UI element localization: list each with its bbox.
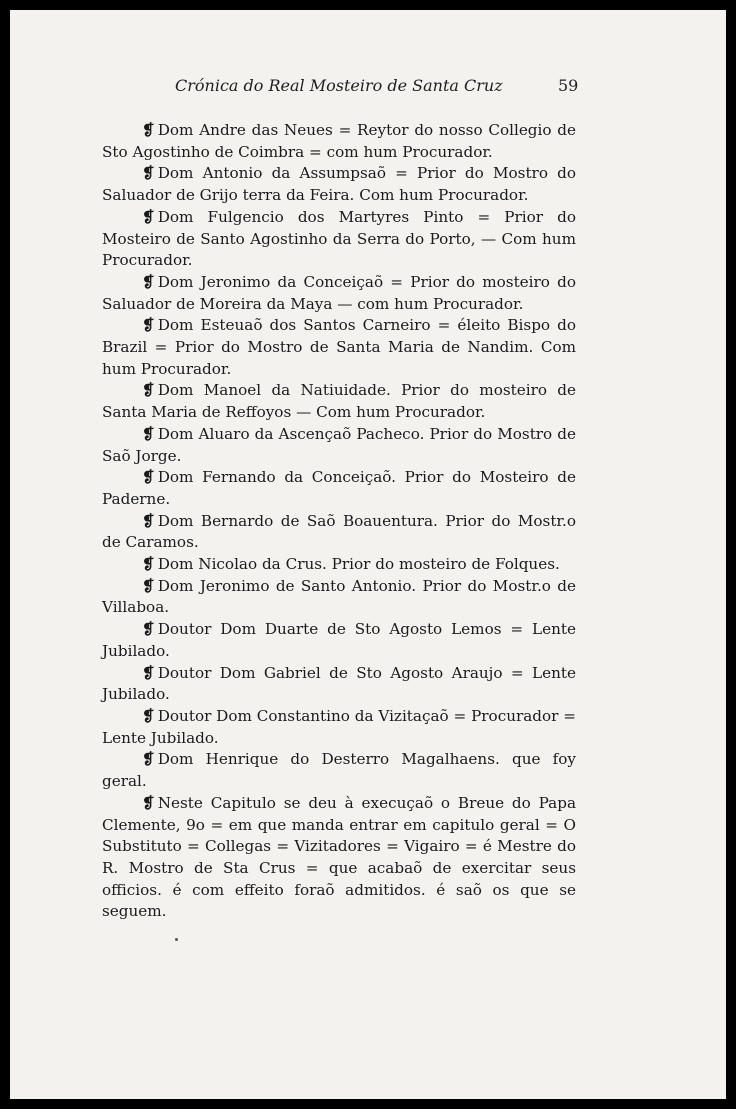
- pilcrow-icon: ❡: [142, 663, 155, 682]
- entry-paragraph: ❡ Doutor Dom Duarte de Sto Agosto Lemos = Lente Jubilado.: [102, 620, 576, 660]
- pilcrow-icon: ❡: [142, 750, 155, 769]
- pilcrow-icon: ❡: [142, 424, 155, 443]
- pilcrow-icon: ❡: [142, 576, 155, 595]
- entry-paragraph: ❡ Dom Jeronimo de Santo Antonio. Prior do Mostr.o de Villaboa.: [102, 576, 576, 617]
- closing-paragraph: ❡ Neste Capitulo se deu à execuçaõ o Breue do Papa Clemente, 9o = em que manda entrar em capitulo geral = O Substituto = Collegas = Vizitadores = Vigairo = é Mestre do R. Mostro de Sta Crus = que acabaõ de exercitar seus officios. é com effeito foraõ admitidos. é saõ os que se seguem.: [102, 793, 576, 921]
- pilcrow-icon: ❡: [142, 207, 155, 226]
- entry-paragraph: ❡ Dom Fernando da Conceiçaõ. Prior do Mosteiro de Paderne.: [102, 468, 576, 508]
- running-title: Crónica do Real Mosteiro de Santa Cruz: [175, 76, 503, 95]
- pilcrow-icon: ❡: [142, 316, 155, 335]
- running-header: [10, 76, 726, 100]
- pilcrow-icon: ❡: [142, 706, 155, 725]
- pilcrow-icon: ❡: [142, 272, 155, 291]
- entry-paragraph: ❡ Dom Fulgencio dos Martyres Pinto = Prior do Mosteiro de Santo Agostinho da Serra do Porto, — Com hum Procurador.: [102, 207, 576, 270]
- pilcrow-icon: ❡: [142, 620, 155, 639]
- entry-paragraph: ❡ Dom Esteuaõ dos Santos Carneiro = éleito Bispo do Brazil = Prior do Mostro de Santa Maria de Nandim. Com hum Procurador.: [102, 316, 576, 378]
- entry-paragraph: ❡ Doutor Dom Gabriel de Sto Agosto Araujo = Lente Jubilado.: [102, 663, 576, 704]
- entry-paragraph: ❡ Dom Henrique do Desterro Magalhaens. que foy geral.: [102, 750, 576, 791]
- entry-paragraph: ❡ Dom Manoel da Natiuidade. Prior do mosteiro de Santa Maria de Reffoyos — Com hum Procurador.: [102, 381, 576, 422]
- entry-paragraph: ❡ Dom Aluaro da Ascençaõ Pacheco. Prior do Mostro de Saõ Jorge.: [102, 424, 576, 465]
- pilcrow-icon: ❡: [142, 121, 155, 139]
- entry-paragraph: ❡ Dom Bernardo de Saõ Boauentura. Prior do Mostr.o de Caramos.: [102, 511, 576, 552]
- entry-paragraph: ❡ Dom Jeronimo da Conceiçaõ = Prior do mosteiro do Saluador de Moreira da Maya — com hum Procurador.: [102, 272, 576, 313]
- pilcrow-icon: ❡: [142, 555, 155, 574]
- pilcrow-icon: ❡: [142, 381, 155, 400]
- entry-paragraph: ❡ Dom Andre das Neues = Reytor do nosso Collegio de Sto Agostinho de Coimbra = com hum Procurador.: [102, 121, 576, 161]
- text-body: [102, 120, 576, 923]
- pilcrow-icon: ❡: [142, 468, 155, 487]
- entry-paragraph: ❡ Doutor Dom Constantino da Vizitaçaõ = Procurador = Lente Jubilado.: [102, 706, 576, 747]
- pilcrow-icon: ❡: [142, 164, 155, 183]
- pilcrow-icon: ❡: [142, 511, 155, 530]
- entry-paragraph: ❡ Dom Antonio da Assumpsaõ = Prior do Mostro do Saluador de Grijo terra da Feira. Com hum Procurador.: [102, 164, 576, 205]
- ink-speck: [175, 938, 178, 941]
- entry-paragraph: ❡ Dom Nicolao da Crus. Prior do mosteiro de Folques.: [142, 555, 560, 574]
- page-number: 59: [558, 76, 579, 95]
- document-page: [10, 10, 726, 1099]
- pilcrow-icon: ❡: [142, 793, 155, 812]
